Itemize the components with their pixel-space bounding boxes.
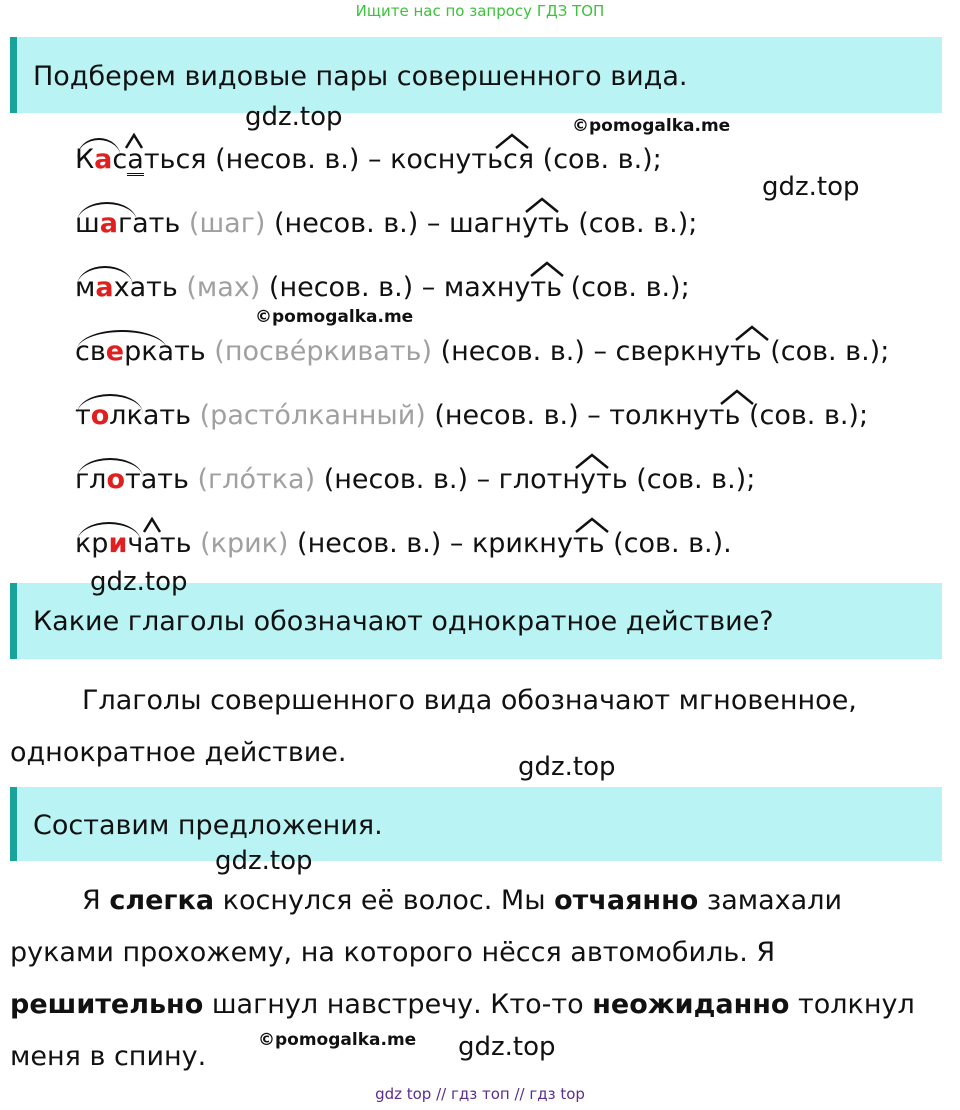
verb-word: Касаться (75, 128, 207, 192)
verb-word: махать (75, 256, 178, 320)
pair-line-kasatsya: Касаться (несов. в.) – коснуться (сов. в.); (75, 128, 889, 192)
root-arc (77, 330, 167, 350)
pair-line-krichat: кричать (крик) (несов. в.) – крикнуть (сов. в.). (75, 512, 889, 576)
watermark-gdz: gdz.top (90, 567, 188, 597)
pair-line-sverkat: сверкать (посвéркивать) (несов. в.) – сверкнуть (сов. в.); (75, 320, 889, 384)
watermark-gdz: gdz.top (518, 752, 616, 782)
answer-line: однократное действие. (10, 737, 347, 768)
suffix-mark (575, 516, 609, 534)
root-arc (77, 202, 137, 222)
root-arc (77, 522, 141, 542)
verb-word: шагать (75, 192, 180, 256)
footer-links[interactable]: gdz top // гдз топ // гдз top (375, 1085, 585, 1103)
suffix-mark (720, 388, 754, 406)
sentence-line: Я слегка коснулся её волос. Мы отчаянно замахали (82, 885, 843, 916)
root-arc (77, 138, 121, 158)
watermark-gdz: gdz.top (458, 1032, 556, 1062)
suffix-mark (495, 132, 529, 150)
pair-line-tolkat: толкать (растóлканный) (несов. в.) – толкнуть (сов. в.); (75, 384, 889, 448)
suffix-mark (530, 260, 564, 278)
root-arc (77, 394, 143, 414)
sentence-line: меня в спину. (10, 1041, 207, 1072)
watermark-gdz: gdz.top (762, 172, 860, 202)
pair-line-glotat: глотать (глóтка) (несов. в.) – глотнуть (сов. в.); (75, 448, 889, 512)
suffix-mark (735, 324, 769, 342)
pair-line-makhat: махать (мах) (несов. в.) – махнуть (сов. в.); (75, 256, 889, 320)
verb-word: толкать (75, 384, 191, 448)
verb-word: сверкать (75, 320, 206, 384)
watermark-pomogalka: ©pomogalka.me (258, 1030, 417, 1050)
sentence-line: решительно шагнул навстречу. Кто-то неожиданно толкнул (10, 989, 915, 1020)
watermark-gdz: gdz.top (215, 846, 313, 876)
sentence-line: руками прохожему, на которого нёсся автомобиль. Я (10, 937, 776, 968)
suffix-mark (125, 132, 143, 150)
suffix-mark (525, 196, 559, 214)
watermark-pomogalka: ©pomogalka.me (572, 116, 731, 136)
section-header-sentences: Составим предложения. (10, 787, 942, 861)
suffix-mark (575, 452, 609, 470)
suffix-mark (143, 516, 161, 534)
watermark-gdz: gdz.top (245, 102, 343, 132)
watermark-pomogalka: ©pomogalka.me (255, 307, 414, 327)
root-arc (77, 266, 133, 286)
root-arc (77, 458, 143, 478)
answer-line: Глаголы совершенного вида обозначают мгновенное, (82, 685, 857, 716)
top-banner: Ищите нас по запросу ГДЗ ТОП (355, 2, 605, 20)
pair-line-shagat: шагать (шаг) (несов. в.) – шагнуть (сов. в.); (75, 192, 889, 256)
section-header-question: Какие глаголы обозначают однократное действие? (10, 583, 942, 659)
verb-word: глотать (75, 448, 189, 512)
answer-paragraph (10, 675, 930, 779)
verb-word: кричать (75, 512, 192, 576)
section-header-pairs: Подберем видовые пары совершенного вида. (10, 37, 942, 113)
